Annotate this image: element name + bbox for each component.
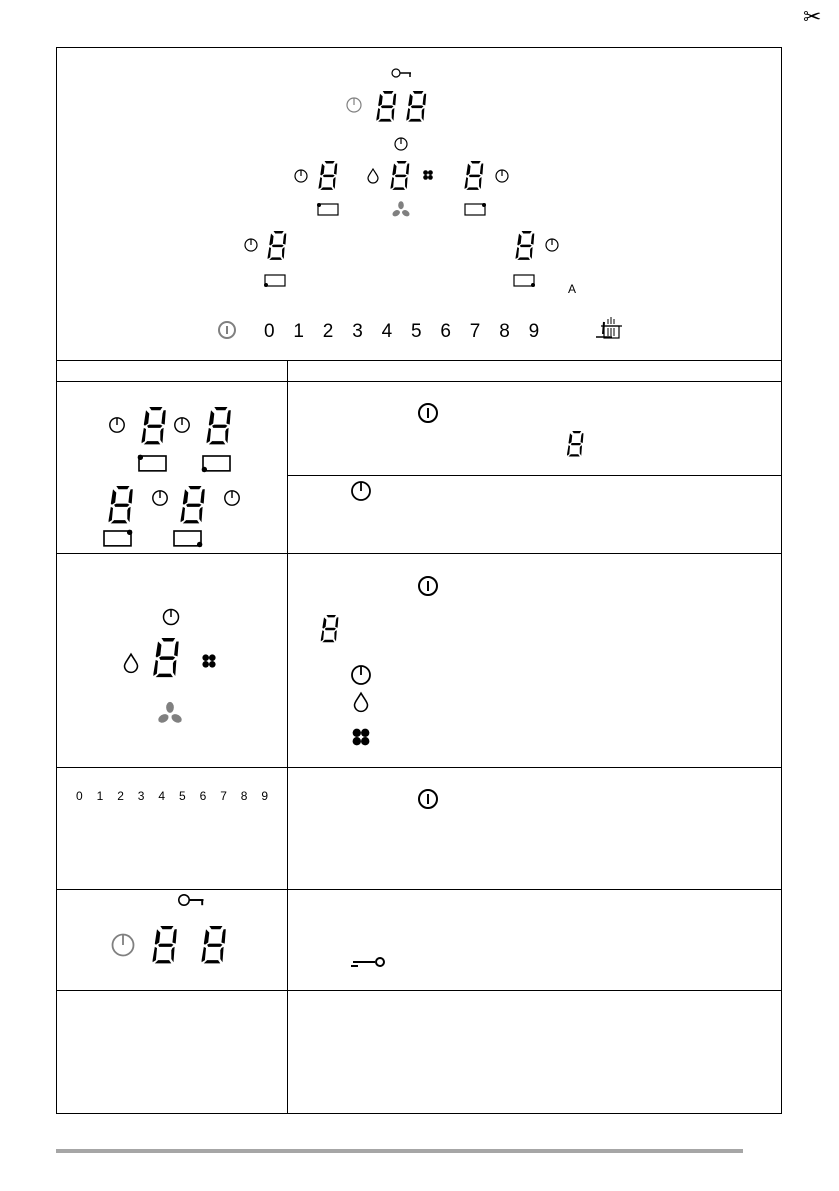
zone-display-symbol xyxy=(567,431,584,457)
on-off-icon xyxy=(419,577,437,595)
zone-display-rear-right xyxy=(516,231,535,260)
scale-digit[interactable]: 4 xyxy=(381,321,393,342)
zone-indicator-icon xyxy=(514,275,535,287)
timer-icon xyxy=(496,170,508,182)
scale-digit[interactable]: 1 xyxy=(293,321,304,342)
droplet-icon xyxy=(355,693,368,711)
fan-icon[interactable] xyxy=(391,201,410,217)
timer-icon xyxy=(175,418,189,432)
scale-digit: 7 xyxy=(220,789,227,803)
zone-indicator-icon xyxy=(174,531,202,547)
scale-digit: 1 xyxy=(96,789,104,803)
scale-digit: 4 xyxy=(158,789,166,803)
timer-icon xyxy=(295,170,307,182)
timer-icon xyxy=(113,935,134,956)
zone-display xyxy=(153,638,178,677)
zone-display-center xyxy=(391,161,410,190)
scale-digit: 2 xyxy=(117,789,124,803)
scale-digit: 8 xyxy=(240,789,248,803)
timer-icon xyxy=(164,610,179,625)
zone-display-left xyxy=(319,161,338,190)
power-scale xyxy=(76,789,268,803)
scale-digit: 5 xyxy=(179,789,186,803)
power-boost-icon[interactable] xyxy=(423,170,433,180)
zone-indicator-icon xyxy=(104,530,132,546)
zone-display xyxy=(109,486,133,523)
scale-digit[interactable]: 3 xyxy=(352,321,363,342)
zone-display xyxy=(181,486,205,523)
scale-digit[interactable]: 0 xyxy=(264,321,275,342)
scale-digit[interactable]: 7 xyxy=(469,321,481,342)
zone-display xyxy=(142,407,166,444)
zone-indicator-icon xyxy=(264,275,285,287)
key-icon[interactable] xyxy=(392,69,411,77)
timer-icon xyxy=(110,418,124,432)
zone-display-right xyxy=(465,161,484,190)
timer-icon xyxy=(546,239,558,251)
timer-display-digit-1 xyxy=(153,926,177,963)
auto-label: A xyxy=(568,282,577,296)
scale-digit: 6 xyxy=(199,789,207,803)
timer-display-digit-2 xyxy=(406,91,426,122)
timer-display-digit-2 xyxy=(202,926,226,963)
scale-digit: 9 xyxy=(261,789,269,803)
scale-digit[interactable]: 8 xyxy=(499,321,510,342)
on-off-icon xyxy=(419,404,437,422)
fan-icon xyxy=(157,702,184,725)
scale-digit[interactable]: 5 xyxy=(411,321,422,342)
zone-display xyxy=(207,407,231,444)
scale-digit[interactable]: 2 xyxy=(322,321,334,342)
timer-icon xyxy=(347,98,361,112)
droplet-icon xyxy=(125,654,138,672)
scissors-icon: ✂ xyxy=(803,4,822,29)
zone-display-symbol xyxy=(321,615,339,642)
power-boost-icon xyxy=(202,654,215,667)
pot-icon[interactable] xyxy=(601,317,622,338)
key-icon xyxy=(351,958,384,966)
on-off-icon[interactable] xyxy=(219,322,235,338)
timer-icon xyxy=(352,482,370,500)
scale-digit[interactable]: 9 xyxy=(528,321,540,342)
timer-icon xyxy=(153,491,167,505)
timer-icon xyxy=(225,491,239,505)
power-boost-icon xyxy=(353,729,370,746)
scale-digit[interactable]: 6 xyxy=(440,321,451,342)
droplet-icon[interactable] xyxy=(368,169,378,183)
scale-digit: 0 xyxy=(76,789,83,803)
timer-icon xyxy=(352,666,370,684)
key-icon xyxy=(179,895,204,905)
power-scale[interactable] xyxy=(264,321,539,342)
scale-digit: 3 xyxy=(137,789,145,803)
zone-indicator-icon xyxy=(465,203,486,215)
zone-indicator-icon xyxy=(202,456,230,472)
zone-display-rear-left xyxy=(268,231,287,260)
timer-icon xyxy=(395,138,407,150)
timer-display-digit-1 xyxy=(376,91,396,122)
on-off-icon xyxy=(419,790,437,808)
zone-indicator-icon xyxy=(317,203,338,215)
timer-icon xyxy=(245,239,257,251)
zone-indicator-icon xyxy=(138,455,166,471)
